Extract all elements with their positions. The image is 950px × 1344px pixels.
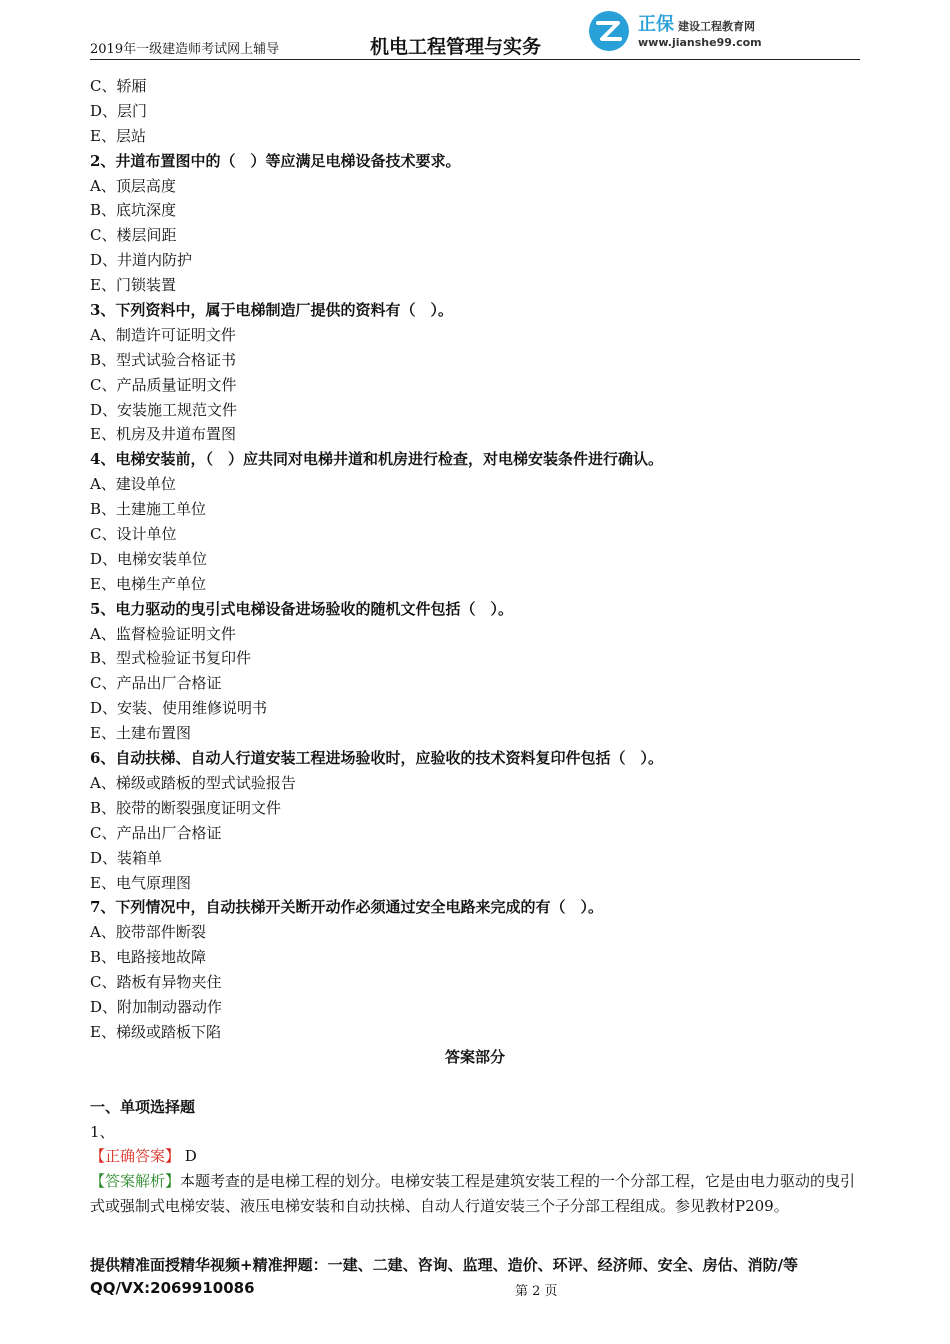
answer-option: D、装箱单 bbox=[90, 848, 163, 867]
section-heading: 一、单项选择题 bbox=[90, 1097, 196, 1116]
answer-option: C、楼层间距 bbox=[90, 226, 177, 245]
correct-answer-label: 【正确答案】 bbox=[90, 1147, 181, 1166]
correct-answer bbox=[90, 1144, 860, 1169]
answer-option: B、型式试验合格证书 bbox=[90, 350, 237, 369]
answer-option: B、胶带的断裂强度证明文件 bbox=[90, 798, 282, 817]
answer-option: E、层站 bbox=[90, 126, 146, 145]
correct-answer-value: D bbox=[180, 1147, 197, 1166]
answer-option: B、电路接地故障 bbox=[90, 948, 207, 967]
analysis-text: 本题考查的是电梯工程的划分。电梯安装工程是建筑安装工程的一个分部工程，它是由电力驱动的曳引式或强制式电梯安装、液压电梯安装和自动扶梯、自动人行道安装三个子分部工程组成。参见教材P209。 bbox=[90, 1172, 856, 1216]
answer-option: E、梯级或踏板下陷 bbox=[90, 1022, 221, 1041]
answer-option: D、层门 bbox=[90, 101, 148, 120]
question-stem: 5、电力驱动的曳引式电梯设备进场验收的随机文件包括（ ）。 bbox=[90, 599, 513, 618]
header-subject-title: 机电工程管理与实务 bbox=[370, 36, 542, 58]
answer-option: D、附加制动器动作 bbox=[90, 997, 223, 1016]
question-stem: 6、自动扶梯、自动人行道安装工程进场验收时，应验收的技术资料复印件包括（ ）。 bbox=[90, 749, 663, 768]
answer-option: C、产品出厂合格证 bbox=[90, 823, 222, 842]
answer-option: A、梯级或踏板的型式试验报告 bbox=[90, 773, 296, 792]
logo-brand-text: 正保 bbox=[638, 14, 674, 35]
answer-option: E、机房及井道布置图 bbox=[90, 425, 236, 444]
answer-section-title: 答案部分 bbox=[444, 1047, 505, 1066]
answer-option: E、电气原理图 bbox=[90, 873, 191, 892]
answer-option: C、产品质量证明文件 bbox=[90, 375, 237, 394]
answer-option: A、胶带部件断裂 bbox=[90, 923, 206, 942]
answer-option: A、监督检验证明文件 bbox=[90, 624, 236, 643]
answer-option: E、电梯生产单位 bbox=[90, 574, 206, 593]
answer-option: D、井道内防护 bbox=[90, 251, 193, 270]
answer-option: C、轿厢 bbox=[90, 77, 147, 95]
document-body bbox=[90, 74, 860, 1219]
logo-url: www.jianshe99.com bbox=[638, 36, 762, 49]
logo-mark-icon bbox=[588, 10, 630, 52]
page-header bbox=[90, 0, 860, 62]
answer-option: A、建设单位 bbox=[90, 475, 176, 494]
answer-number: 1、 bbox=[90, 1122, 115, 1141]
footer-promo: 提供精准面授精华视频+精准押题：一建、二建、咨询、监理、造价、环评、经济师、安全、房估、消防/等 bbox=[90, 1256, 799, 1274]
answer-option: C、产品出厂合格证 bbox=[90, 674, 222, 693]
analysis-label: 【答案解析】 bbox=[90, 1172, 181, 1191]
answer-option: D、安装施工规范文件 bbox=[90, 400, 238, 419]
page-number: 第 2 页 bbox=[515, 1284, 558, 1299]
question-list bbox=[90, 74, 860, 1045]
header-divider bbox=[90, 59, 860, 60]
answer-option: D、安装、使用维修说明书 bbox=[90, 699, 268, 718]
answer-option: A、制造许可证明文件 bbox=[90, 325, 236, 344]
question-stem: 2、井道布置图中的（ ）等应满足电梯设备技术要求。 bbox=[90, 151, 461, 170]
page-footer bbox=[90, 1254, 860, 1297]
answer-option: C、踏板有异物夹住 bbox=[90, 973, 222, 992]
answer-option: C、设计单位 bbox=[90, 525, 177, 544]
answer-analysis bbox=[90, 1169, 860, 1219]
answer-option: A、顶层高度 bbox=[90, 176, 176, 195]
header-exam-title: 2019年一级建造师考试网上辅导 bbox=[90, 42, 280, 57]
answer-option: D、电梯安装单位 bbox=[90, 549, 208, 568]
answer-option: E、土建布置图 bbox=[90, 724, 191, 743]
question-stem: 4、电梯安装前，（ ）应共同对电梯井道和机房进行检查，对电梯安装条件进行确认。 bbox=[90, 450, 663, 469]
brand-logo bbox=[588, 6, 788, 58]
answer-option: B、型式检验证书复印件 bbox=[90, 649, 252, 668]
answer-option: E、门锁装置 bbox=[90, 276, 176, 295]
question-stem: 7、下列情况中，自动扶梯开关断开动作必须通过安全电路来完成的有（ ）。 bbox=[90, 898, 603, 917]
logo-subtitle: 建设工程教育网 bbox=[678, 20, 755, 33]
question-stem: 3、下列资料中，属于电梯制造厂提供的资料有（ ）。 bbox=[90, 301, 453, 320]
answer-option: B、土建施工单位 bbox=[90, 500, 207, 519]
footer-contact: QQ/VX:2069910086 bbox=[90, 1279, 255, 1297]
answer-option: B、底坑深度 bbox=[90, 201, 177, 220]
